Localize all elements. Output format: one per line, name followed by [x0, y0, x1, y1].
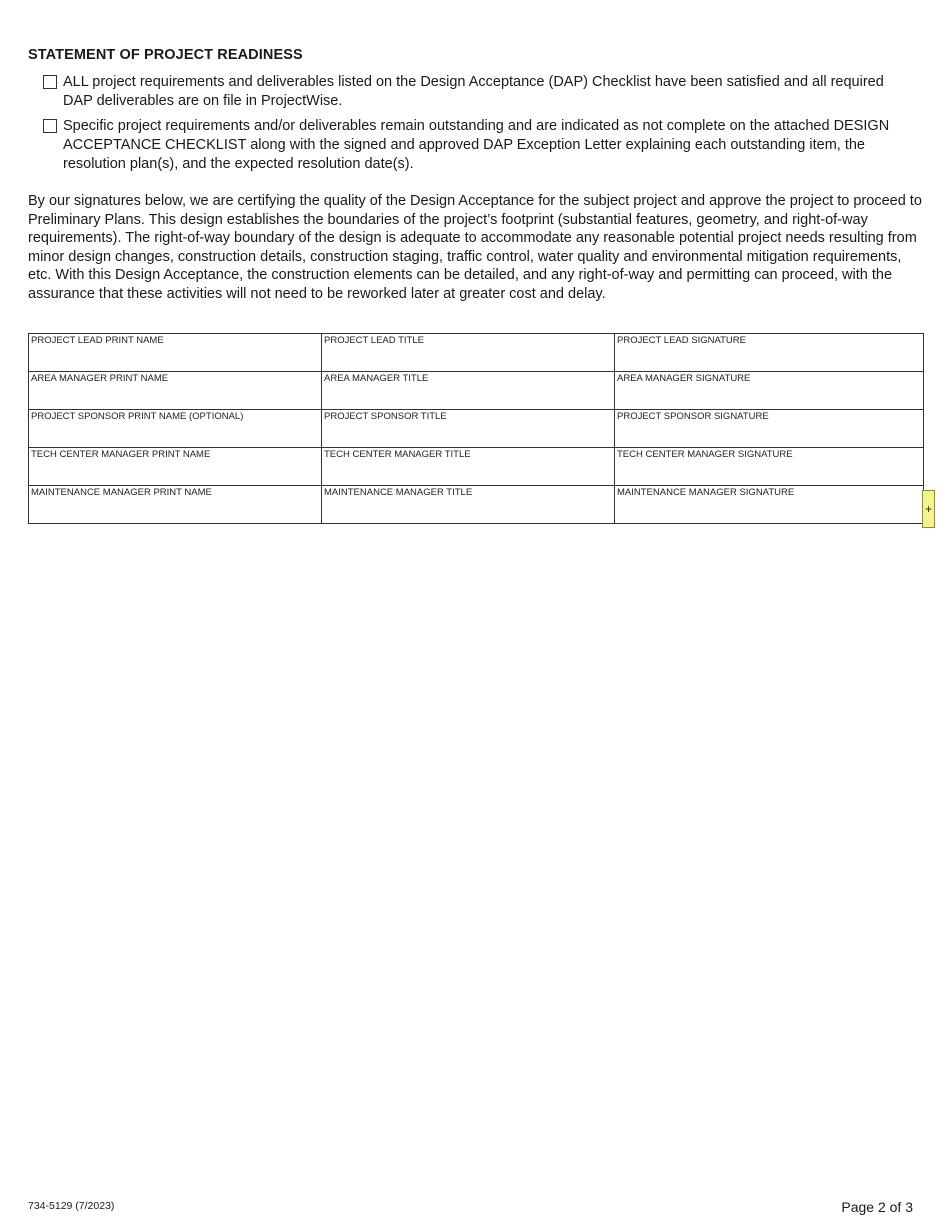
project-sponsor-name-field[interactable]	[29, 410, 322, 448]
all-satisfied-checkbox[interactable]	[43, 75, 57, 89]
outstanding-items-text: Specific project requirements and/or deliverables remain outstanding and are indicated as not complete on the attached DESIGN ACCEPTANCE CHECKLIST along with the signed and approved DAP Exception Letter explaining each outstanding item, the resolution plan(s), and the expected resolution date(s).	[63, 118, 890, 172]
signature-row-area-manager	[29, 372, 924, 410]
certification-paragraph: By our signatures below, we are certifying the quality of the Design Acceptance for the subject project and approve the project to proceed to Preliminary Plans. This design establishes the boundaries of the project’s footprint (substantial features, geometry, and right-of-way requirements). The right-of-way boundary of the design is adequate to accommodate any reasonable potential project needs resulting from minor design changes, construction details, construction staging, traffic control, water quality and environmental mitigation requirements, etc. With this Design Acceptance, the construction elements can be detailed, and any right-of-way and permitting can proceed, with the assurance that these activities will not need to be reworked later at greater cost and delay.	[28, 193, 922, 302]
tech-center-manager-title-field[interactable]	[322, 448, 615, 486]
outstanding-items-checkbox[interactable]	[43, 119, 57, 133]
maintenance-manager-name-field[interactable]	[29, 486, 322, 524]
area-manager-title-field[interactable]	[322, 372, 615, 410]
field-label: PROJECT SPONSOR PRINT NAME (OPTIONAL)	[31, 411, 244, 422]
all-satisfied-text: ALL project requirements and deliverables listed on the Design Acceptance (DAP) Checklist have been satisfied and all required DAP deliverables are on file in ProjectWise.	[63, 74, 884, 109]
page-number: Page 2 of 3	[841, 1199, 913, 1215]
field-label: TECH CENTER MANAGER TITLE	[324, 449, 471, 460]
add-signature-row-button[interactable]: +	[922, 490, 935, 528]
field-label: PROJECT LEAD TITLE	[324, 335, 424, 346]
project-sponsor-signature-field[interactable]	[615, 410, 924, 448]
maintenance-manager-signature-field[interactable]	[615, 486, 924, 524]
signature-row-project-lead	[29, 334, 924, 372]
form-number: 734-5129 (7/2023)	[28, 1200, 115, 1212]
section-heading: STATEMENT OF PROJECT READINESS	[28, 47, 303, 63]
signature-row-maintenance-manager	[29, 486, 924, 524]
readiness-option-all-satisfied	[43, 73, 903, 111]
readiness-option-outstanding	[43, 117, 903, 174]
field-label: MAINTENANCE MANAGER PRINT NAME	[31, 487, 212, 498]
field-label: MAINTENANCE MANAGER TITLE	[324, 487, 473, 498]
area-manager-signature-field[interactable]	[615, 372, 924, 410]
field-label: AREA MANAGER PRINT NAME	[31, 373, 169, 384]
project-lead-title-field[interactable]	[322, 334, 615, 372]
project-lead-signature-field[interactable]	[615, 334, 924, 372]
signature-row-project-sponsor	[29, 410, 924, 448]
tech-center-manager-name-field[interactable]	[29, 448, 322, 486]
project-lead-name-field[interactable]	[29, 334, 322, 372]
field-label: TECH CENTER MANAGER SIGNATURE	[617, 449, 793, 460]
field-label: PROJECT SPONSOR TITLE	[324, 411, 447, 422]
field-label: AREA MANAGER TITLE	[324, 373, 429, 384]
field-label: MAINTENANCE MANAGER SIGNATURE	[617, 487, 795, 498]
maintenance-manager-title-field[interactable]	[322, 486, 615, 524]
signature-table	[28, 333, 924, 524]
field-label: TECH CENTER MANAGER PRINT NAME	[31, 449, 211, 460]
project-sponsor-title-field[interactable]	[322, 410, 615, 448]
field-label: PROJECT LEAD SIGNATURE	[617, 335, 746, 346]
field-label: AREA MANAGER SIGNATURE	[617, 373, 751, 384]
field-label: PROJECT LEAD PRINT NAME	[31, 335, 164, 346]
signature-row-tech-center-manager	[29, 448, 924, 486]
tech-center-manager-signature-field[interactable]	[615, 448, 924, 486]
field-label: PROJECT SPONSOR SIGNATURE	[617, 411, 769, 422]
area-manager-name-field[interactable]	[29, 372, 322, 410]
